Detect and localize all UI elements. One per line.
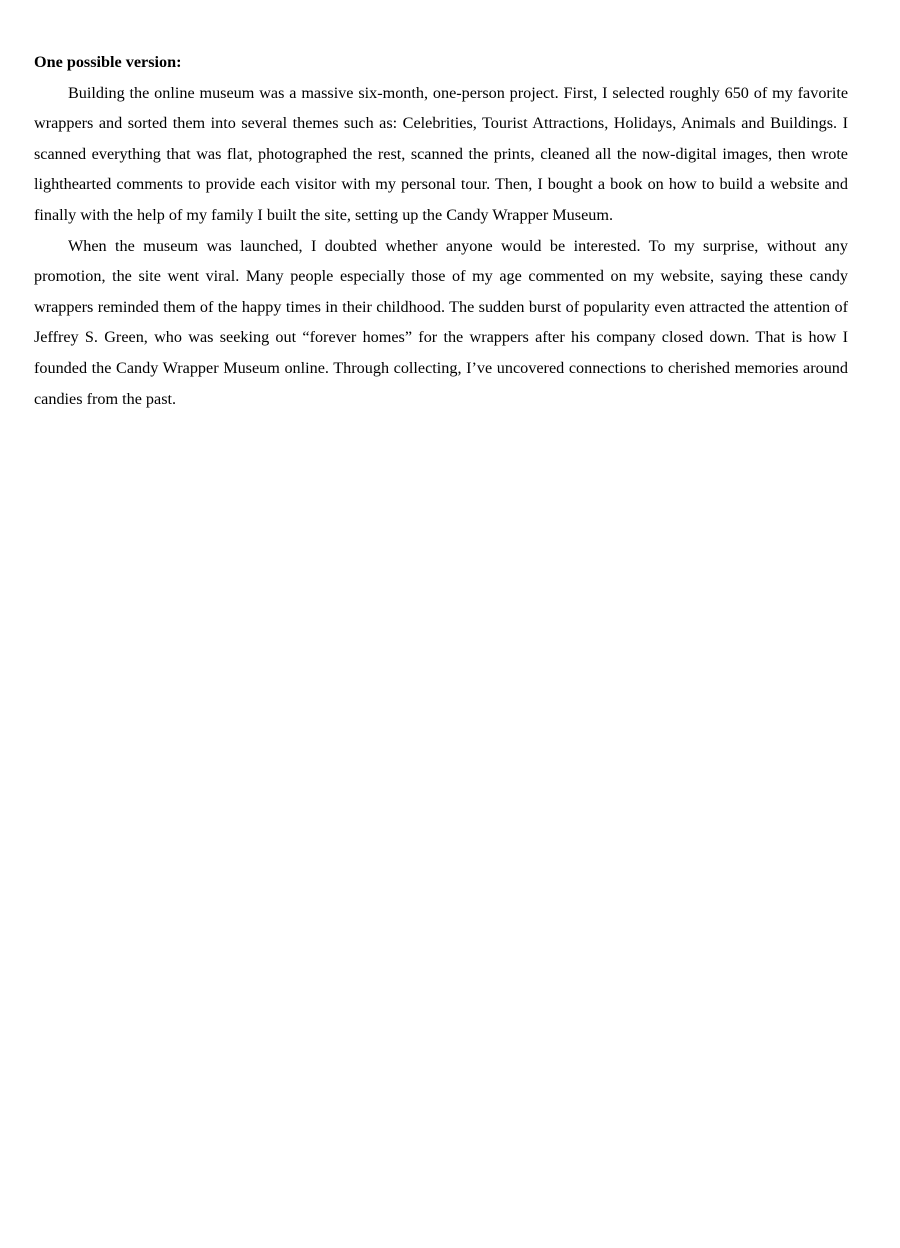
document-page [34, 47, 848, 414]
paragraph-museum-launch: When the museum was launched, I doubted whether anyone would be interested. To my surprise, without any promotion, the site went viral. Many people especially those of my age commented on my website, saying these candy wrappers reminded them of the happy times in their childhood. The sudden burst of popularity even attracted the attention of Jeffrey S. Green, who was seeking out “forever homes” for the wrappers after his company closed down. That is how I founded the Candy Wrapper Museum online. Through collecting, I’ve uncovered connections to cherished memories around candies from the past. [34, 236, 848, 408]
paragraph-building-museum: Building the online museum was a massive six-month, one-person project. First, I selected roughly 650 of my favorite wrappers and sorted them into several themes such as: Celebrities, Tourist Attractions, Holidays, Animals and Buildings. I scanned everything that was flat, photographed the rest, scanned the prints, cleaned all the now-digital images, then wrote lighthearted comments to provide each visitor with my personal tour. Then, I bought a book on how to build a website and finally with the help of my family I built the site, setting up the Candy Wrapper Museum. [34, 83, 848, 224]
document-heading: One possible version: [34, 53, 182, 71]
